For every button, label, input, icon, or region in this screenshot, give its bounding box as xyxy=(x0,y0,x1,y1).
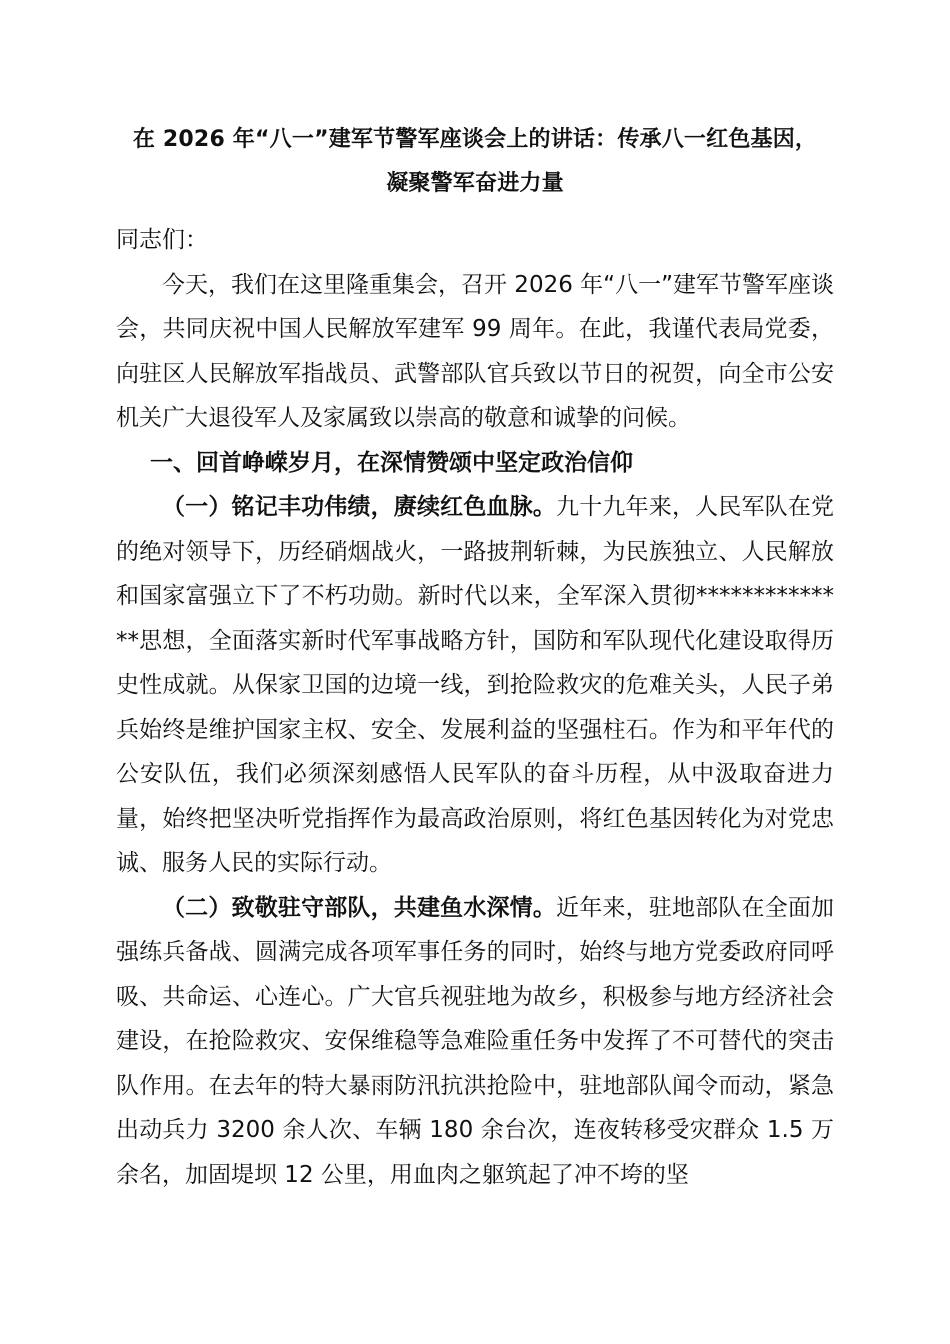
subsection-1-lead: （一）铭记丰功伟绩，赓续红色血脉。 xyxy=(162,494,557,520)
intro-paragraph: 今天，我们在这里隆重集会，召开 2026 年“八一”建军节警军座谈会，共同庆祝中国人民解放军建军 99 周年。在此，我谨代表局党委，向驻区人民解放军指战员、武警部队官兵致以节日的祝贺，向全市公安机关广大退役军人及家属致以崇高的敬意和诚挚的问候。 xyxy=(116,271,834,431)
section-1-heading: 一、回首峥嵘岁月，在深情赞颂中坚定政治信仰 xyxy=(150,449,633,476)
title-line-2: 凝聚警军奋进力量 xyxy=(386,171,564,196)
salutation: 同志们： xyxy=(116,227,208,253)
subsection-2-lead: （二）致敬驻守部队，共建鱼水深情。 xyxy=(162,894,557,921)
document-page xyxy=(116,118,834,1197)
subsection-2-paragraph xyxy=(116,886,834,1198)
subsection-1-paragraph xyxy=(116,485,834,886)
document-title xyxy=(110,118,840,206)
subsection-1-text: 九十九年来，人民军队在党的绝对领导下，历经硝烟战火，一路披荆斩棘，为民族独立、人民解放和国家富强立下了不朽功勋。新时代以来，全军深入贯彻**************思想，全面落实新时代军事战略方针，国防和军队现代化建设取得历史性成就。从保家卫国的边境一线，到抢险救灾的危难关头，人民子弟兵始终是维护国家主权、安全、发展利益的坚强柱石。作为和平年代的公安队伍，我们必须深刻感悟人民军队的奋斗历程，从中汲取奋进力量，始终把坚决听党指挥作为最高政治原则，将红色基因转化为对党忠诚、服务人民的实际行动。 xyxy=(116,494,835,876)
subsection-2-text: 近年来，驻地部队在全面加强练兵备战、圆满完成各项军事任务的同时，始终与地方党委政府同呼吸、共命运、心连心。广大官兵视驻地为故乡，积极参与地方经济社会建设，在抢险救灾、安保维稳等急难险重任务中发挥了不可替代的突击队作用。在去年的特大暴雨防汛抗洪抢险中，驻地部队闻令而动，紧急出动兵力 3200 余人次、车辆 180 余台次，连夜转移受灾群众 1.5 万余名，加固堤坝 12 公里，用血肉之躯筑起了冲不垮的坚 xyxy=(116,894,835,1188)
title-line-1: 在 2026 年“八一”建军节警军座谈会上的讲话：传承八一红色基因， xyxy=(132,127,818,152)
